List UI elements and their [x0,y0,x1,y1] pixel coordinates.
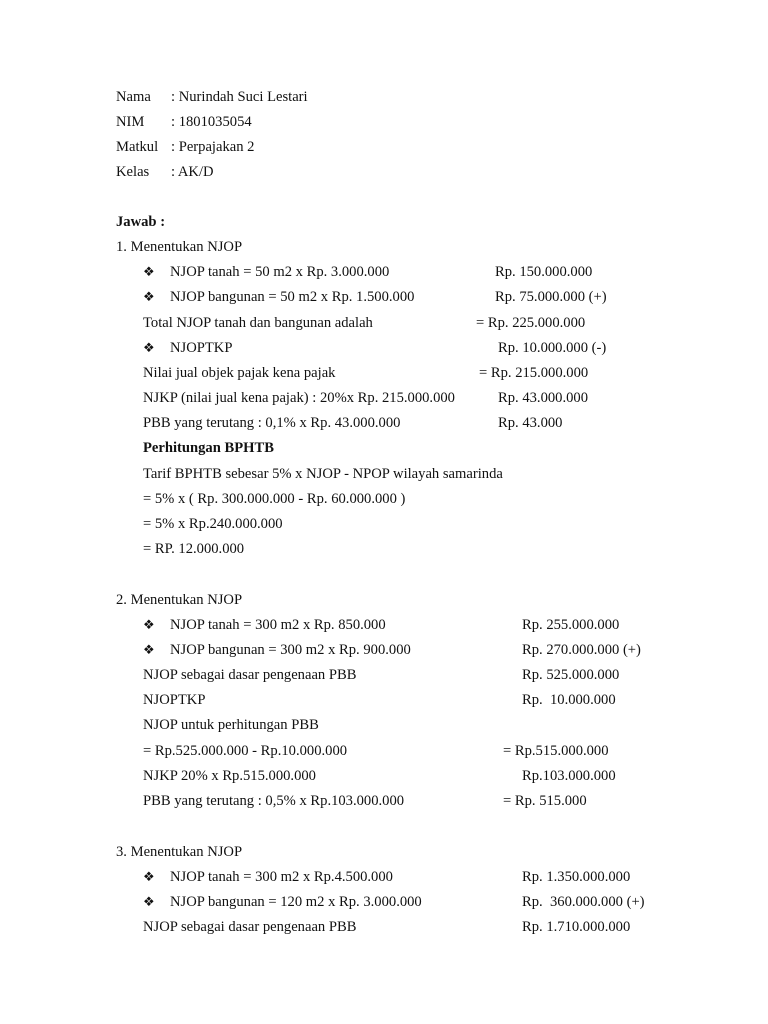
jawab-heading: Jawab : [116,214,166,230]
s1-total-njop: Total NJOP tanah dan bangunan adalah [143,315,373,331]
s3-njop-dasar-value: Rp. 1.710.000.000 [522,919,631,935]
s2-njkp-value: Rp.103.000.000 [522,768,616,784]
s2-njop-bangunan: NJOP bangunan = 300 m2 x Rp. 900.000 [170,642,411,658]
s2-njop-tanah-value: Rp. 255.000.000 [522,617,620,633]
s3-njop-tanah-value: Rp. 1.350.000.000 [522,869,631,885]
bullet-diamond-icon: ❖ [143,642,155,657]
s2-pbb-terutang: PBB yang terutang : 0,5% x Rp.103.000.000 [143,793,405,809]
s2-njop-dasar: NJOP sebagai dasar pengenaan PBB [143,667,357,683]
s1-njkp: NJKP (nilai jual kena pajak) : 20%x Rp. 215.000.000 [143,390,455,406]
nama-label: Nama [116,89,151,105]
s1-nilai-jual: Nilai jual objek pajak kena pajak [143,365,336,381]
s1-njoptkp-value: Rp. 10.000.000 (-) [498,340,607,356]
s2-njkp: NJKP 20% x Rp.515.000.000 [143,768,316,784]
s1-total-njop-value: = Rp. 225.000.000 [476,315,586,331]
s1-nilai-jual-value: = Rp. 215.000.000 [479,365,589,381]
s1-njop-tanah: NJOP tanah = 50 m2 x Rp. 3.000.000 [170,264,390,280]
nim-value: : 1801035054 [171,114,252,130]
s1-njop-bangunan: NJOP bangunan = 50 m2 x Rp. 1.500.000 [170,289,415,305]
s1-njkp-value: Rp. 43.000.000 [498,390,588,406]
s2-selisih-value: = Rp.515.000.000 [503,743,609,759]
section-1-title: 1. Menentukan NJOP [116,239,243,255]
bphtb-line-3: = 5% x Rp.240.000.000 [143,516,283,532]
s1-njoptkp: NJOPTKP [170,340,233,356]
matkul-value: : Perpajakan 2 [171,139,255,155]
bullet-diamond-icon: ❖ [143,264,155,279]
s2-njoptkp: NJOPTKP [143,692,206,708]
s2-njoptkp-value: Rp. 10.000.000 [522,692,616,708]
bullet-diamond-icon: ❖ [143,869,155,884]
s3-njop-dasar: NJOP sebagai dasar pengenaan PBB [143,919,357,935]
s3-njop-bangunan: NJOP bangunan = 120 m2 x Rp. 3.000.000 [170,894,422,910]
bphtb-heading: Perhitungan BPHTB [143,440,274,456]
bullet-diamond-icon: ❖ [143,894,155,909]
s2-njop-dasar-value: Rp. 525.000.000 [522,667,620,683]
nama-value: : Nurindah Suci Lestari [171,89,308,105]
bullet-diamond-icon: ❖ [143,340,155,355]
s2-njop-perhitungan: NJOP untuk perhitungan PBB [143,717,319,733]
s1-pbb-terutang-value: Rp. 43.000 [498,415,563,431]
bullet-diamond-icon: ❖ [143,617,155,632]
s2-selisih: = Rp.525.000.000 - Rp.10.000.000 [143,743,348,759]
s1-pbb-terutang: PBB yang terutang : 0,1% x Rp. 43.000.000 [143,415,401,431]
s2-njop-bangunan-value: Rp. 270.000.000 (+) [522,642,641,658]
bphtb-line-2: = 5% x ( Rp. 300.000.000 - Rp. 60.000.000 ) [143,491,406,507]
section-2-title: 2. Menentukan NJOP [116,592,243,608]
matkul-label: Matkul [116,139,159,155]
section-3-title: 3. Menentukan NJOP [116,844,243,860]
s3-njop-tanah: NJOP tanah = 300 m2 x Rp.4.500.000 [170,869,393,885]
bullet-diamond-icon: ❖ [143,289,155,304]
s2-njop-tanah: NJOP tanah = 300 m2 x Rp. 850.000 [170,617,386,633]
s1-njop-tanah-value: Rp. 150.000.000 [495,264,593,280]
nim-label: NIM [116,114,145,130]
kelas-label: Kelas [116,164,150,180]
bphtb-line-1: Tarif BPHTB sebesar 5% x NJOP - NPOP wilayah samarinda [143,466,503,482]
s2-pbb-terutang-value: = Rp. 515.000 [503,793,587,809]
s1-njop-bangunan-value: Rp. 75.000.000 (+) [495,289,607,305]
kelas-value: : AK/D [171,164,214,180]
bphtb-line-4: = RP. 12.000.000 [143,541,245,557]
s3-njop-bangunan-value: Rp. 360.000.000 (+) [522,894,645,910]
